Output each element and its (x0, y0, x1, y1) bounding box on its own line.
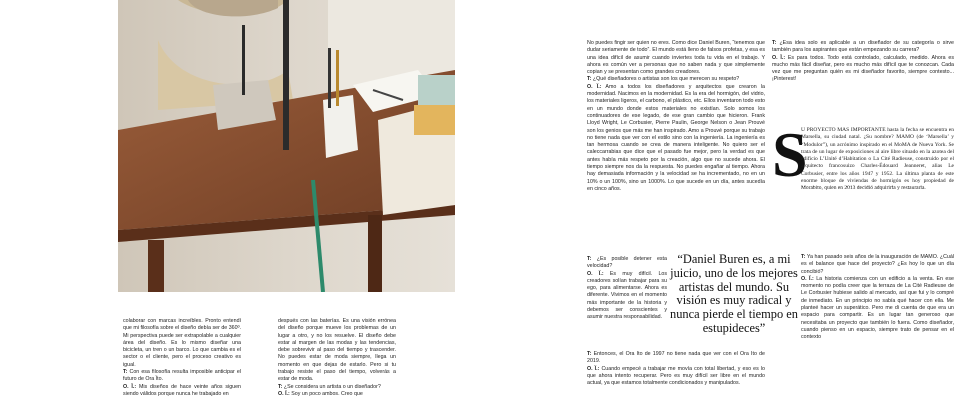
sidebar-box-top (801, 127, 954, 187)
question-text: ¿Se considera un artista o un diseñador? (283, 383, 381, 390)
article-column-3-top (587, 40, 765, 252)
sidebar-overflow (772, 186, 954, 193)
answer-text: Mis diseños de hace veinte años siguen siendo válidos porque nunca he trabajado en (123, 383, 241, 397)
sidebar-box-bottom (772, 186, 954, 248)
answer-text: Es para todos. Todo está controlado, calculado, medido. Ahora es mucho más fácil diseñar, pero es mucho más difícil que te conozcan. Cada vez que me preguntan quién es mi diseñador favorito, siempre contesto... ¡Pinterest! (772, 54, 954, 83)
question-label: T: (801, 254, 806, 260)
question-text: ¿Qué diseñadores o artistas son los que merecen su respeto? (592, 76, 740, 83)
article-column-2 (278, 318, 396, 400)
answer-text: Es muy difícil. Los creadores solían trabajar para su ego, para alimentarse. Ahora es diferente. Vivimos en el momento más importante de la historia y debemos ser conscientes y asumir nuestra responsabilidad. (587, 270, 667, 321)
article-column-1 (123, 318, 241, 400)
question-text: Con esa filosofía resulta imposible anticipar el futuro de Ora Ïto. (123, 369, 241, 383)
answer-text: Soy un poco ambos. Creo que (291, 390, 363, 397)
answer-label: O. Ï.: (587, 83, 602, 90)
question-label: T: (123, 369, 128, 376)
sidebar-text: U PROYECTO MÁS IMPORTANTE hasta la fecha se encuentra en Marsella, su ciudad natal. ¿Su nombre? MAMO (de ‘Marsella’ y “Modulor”), un acrónimo inspirado en el MoMA de Nueva York. Se trata de un lugar de exposiciones al aire libre situado en la azotea del edificio L’Unité d’Habitation o La Cité Radieuse, construido por el arquitecto francosuizo Charles-Édouard Jeanneret, alias Le Corbusier, entre los años 1947 y 1952. La última planta de este enorme bloque de viviendas de hormigón es hoy propiedad de (801, 127, 954, 185)
article-column-4-bottom (801, 254, 954, 400)
article-column-3-bottom (587, 351, 765, 400)
question-text: Ya han pasado seis años de la inauguración de MAMO. ¿Cuál es el balance que hace del proyecto? ¿Es hoy lo que un día concibió? (801, 254, 954, 275)
answer-text: Amo a todos los diseñadores y arquitectos que crearon la modernidad. Nacimos en la modernidad. Es la era del hormigón, del vidrio, los materiales ligeros, el carbono, el plástico, etc. Ellos inventaron todo esto en un mundo donde estos materiales no existían. Solo somos los continuadores de ese legado, de ese gran cambio que hicieron. Frank Lloyd Wright, Le Corbusier, Pierre Paulin, George Nelson o Jean Prouvé son los genios que más me han inspirado. Amo a Prouvé porque su trabajo no tiene nada que ver con el estilo sino con la ingeniería. La ingeniería es tan hermosa cuando se crea de manera inteligente. No quiero ser el caleccarrabias que dice que el pasado fue mejor, pero la verdad es que antes había más respeto por la creación, algo que no sucede ahora. El tiempo siempre nos da la respuesta. No puedes engañar al tiempo. Ahora hay demasiada información y la velocidad se ha incrementado, no en un 10% o un 100%, sino un 1000%. Lo que sucede en un día, antes sucedía en cinco años. (587, 83, 765, 192)
article-column-3-narrow (587, 256, 667, 352)
answer-label: O. Ï.: (801, 275, 814, 282)
question-label: T: (587, 351, 592, 357)
answer-text: La historia comienza con un edificio a la venta. En ese momento no podía creer que la terraza de La Cité Radieuse de Le Corbusier hubiese salido al mercado, así que fui y lo compré de inmediato. En un principio no sabía qué hacer con ella. Me planteé hacer un superático. Pero me di cuenta de que era un espacio para compartir. Es un lugar tan generoso que necesitaba un proyecto que también lo fuera. Como diseñador, cuando pienso en un espacio, siempre trato de pensar en el contexto (801, 275, 954, 341)
question-text: ¿Esa idea solo es aplicable a un diseñador de su categoría o sirve también para los aspirantes que están empezando su carrera? (772, 40, 954, 54)
question-label: T: (772, 40, 777, 46)
article-column-4-top (772, 40, 954, 122)
question-label: T: (278, 383, 283, 390)
paragraph: No puedes fingir ser quien no eres. Como dice Daniel Buren, “tenemos que dudar seriamente de todo”. El mundo está lleno de falsos profetas, y esa es una idea difícil de asumir cuando inviertes toda tu vida en el trabajo. Y ahora es común ver a personas que no saben nada y que simplemente copian y se presentan como grandes creadores. (587, 40, 765, 76)
paragraph: después con las baterías. Es una visión errónea del diseño porque mueve los problemas de un lugar a otro, y no los resuelve. El diseño debe estar al margen de las modas y las tendencias, debe sobrevivir al paso del tiempo y trascender. No puedes estar de moda siempre, llega un momento en que dejas de estarlo. Pero si tu trabajo resiste el paso del tiempo, volverás a estar de moda. (278, 318, 396, 383)
answer-text: Cuando empecé a trabajar me movía con total libertad, y eso es lo que ahora intento recuperar. Pero es muy difícil ser libre en el mundo actual, ya que estamos totalmente condicionados y manipulados. (587, 365, 765, 387)
answer-label: O. Ï.: (278, 390, 290, 397)
paragraph: colaborar con marcas increíbles. Pronto entendí que mi filosofía sobre el diseño debía ser de 360º. Mi perspectiva puede ser extrapolable a cualquier área del diseño. Es lo mismo diseñar una bicicleta, un tren o un barco. Lo que cambia es el sector o el cliente, pero el proceso creativo es igual. (123, 318, 241, 368)
sidebar-text-continued: Morabito, quien en 2013 decidió adquirirla y restaurarla. (801, 186, 926, 192)
pull-quote: “Daniel Buren es, a mi juicio, uno de los mejores artistas del mundo. Su visión es muy radical y nunca pierde el tiempo en estupideces” (670, 252, 798, 335)
drop-cap: S (772, 119, 808, 190)
desk-photo (118, 0, 455, 292)
answer-label: O. Ï.: (587, 270, 604, 277)
question-text: ¿Es posible detener esta velocidad? (587, 256, 667, 270)
desk-photo-icon (118, 0, 455, 292)
answer-label: O. Ï.: (772, 54, 786, 61)
answer-label: O. Ï.: (587, 365, 600, 372)
question-label: T: (587, 76, 592, 83)
question-text: Entonces, el Ora Ïto de 1997 no tiene nada que ver con el Ora Ïto de 2019. (587, 351, 765, 365)
question-label: T: (587, 256, 592, 262)
answer-label: O. Ï.: (123, 383, 137, 390)
